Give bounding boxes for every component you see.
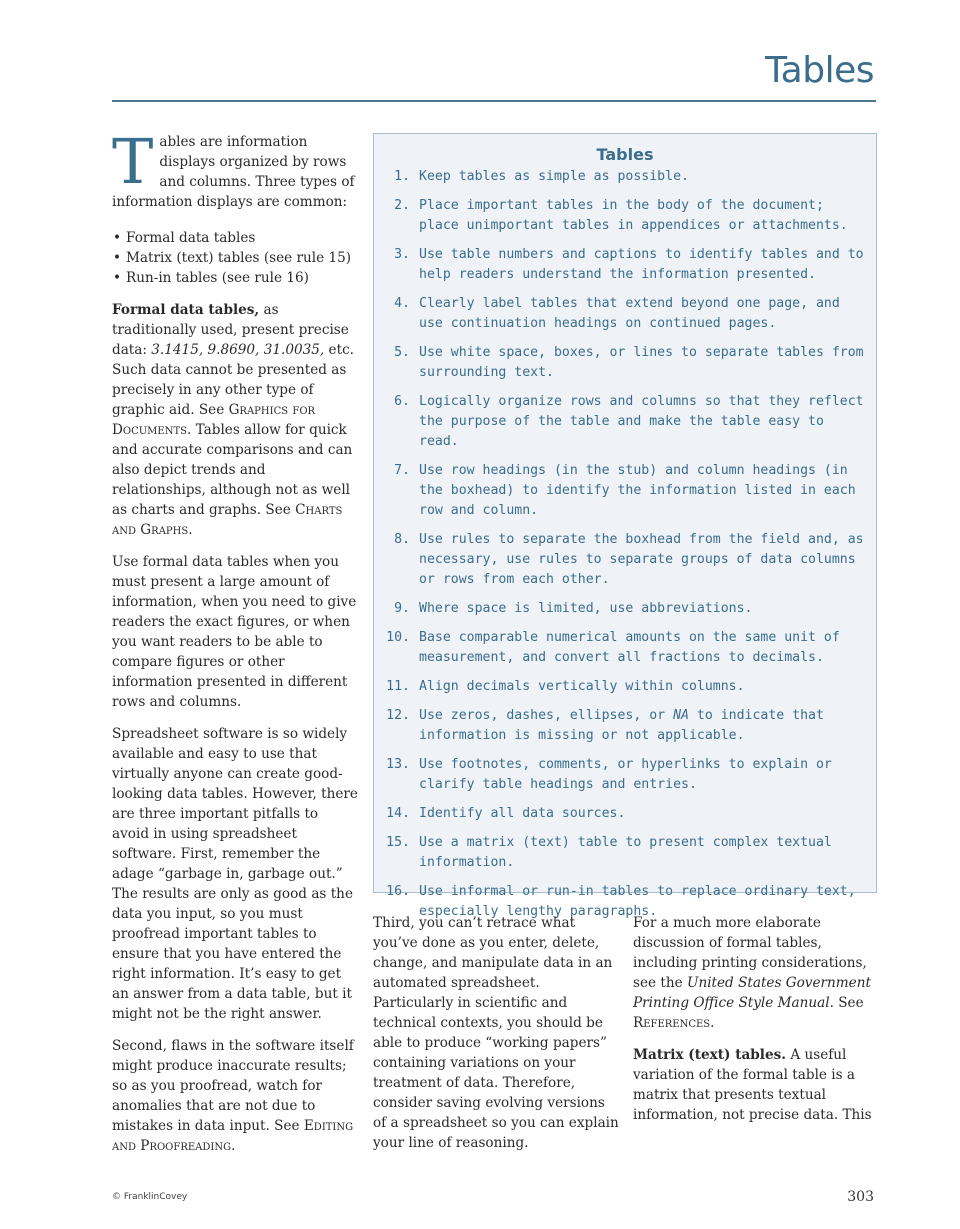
guidelines-heading: Tables [596,145,654,164]
rule-number: 5. [394,345,410,360]
second-paragraph [112,1036,358,1156]
list-item [374,833,866,873]
rule-number: 8. [394,532,410,547]
rule-text: Use zeros, dashes, ellipses, or [419,708,674,723]
rule-number: 12. [386,708,410,723]
page-number: 303 [847,1189,874,1205]
book-title: United States Government Printing Office Style Manual [633,975,871,1011]
copyright: © FranklinCovey [112,1192,188,1202]
cross-reference-editing: Editing and Proofreading [112,1118,354,1154]
rule-text: Use a matrix (text) table to present complex textual information. [419,835,832,870]
rule-text: Use row headings (in the stub) and column headings (in the boxhead) to identify the information listed in each row and column. [419,463,856,518]
rule-text: Use rules to separate the boxhead from the field and, as necessary, use rules to separate groups of data columns or rows from each other. [419,532,864,587]
rule-number: 3. [394,247,410,262]
rule-number: 16. [386,884,410,899]
list-item: • Formal data tables [112,228,358,248]
list-item: • Run-in tables (see rule 16) [112,268,358,288]
second-end: . [231,1138,236,1154]
list-item [374,804,866,824]
list-item [374,392,866,452]
formal-text-4: . [188,522,193,538]
title-rule [112,100,876,102]
formal-text-2: etc. Such data cannot be presented as precisely in any other type of graphic aid. See [112,342,354,418]
list-item [374,343,866,383]
rule-text: Base comparable numerical amounts on the same unit of measurement, and convert all fractions to decimals. [419,630,840,665]
matrix-text: A useful variation of the formal table is a matrix that presents textual information, not precise data. This [633,1047,872,1123]
rule-text: Keep tables as simple as possible. [419,169,689,184]
third-paragraph: Third, you can’t retrace what you’ve done as you enter, delete, change, and manipulate data in an automated spreadsheet. Particularly in scientific and technical contexts, you should be able to produce “working papers” containing variations on your treatment of data. Therefore, consider saving evolving versions of a spreadsheet so you can explain your line of reasoning. [373,915,619,1151]
cross-reference-charts: Charts and Graphs [112,502,343,538]
use-paragraph: Use formal data tables when you must present a large amount of information, when you need to give readers the exact figures, or when you want readers to be able to compare figures or other information presented in different rows and columns. [112,554,357,710]
middle-column [373,913,621,1165]
rule-text: Place important tables in the body of the document; place unimportant tables in appendices or attachments. [419,198,848,233]
elaborate-paragraph [633,913,873,1033]
rule-number: 11. [386,679,410,694]
formal-tables-lead: Formal data tables, [112,302,260,318]
list-item [374,294,866,334]
matrix-paragraph [633,1045,873,1125]
formal-text-1: as traditionally used, present precise data: [112,302,349,358]
rule-number: 10. [386,630,410,645]
rule-number: 1. [394,169,410,184]
rule-number: 13. [386,757,410,772]
rule-emphasis: NA [673,708,689,723]
rule-number: 4. [394,296,410,311]
formal-text-3: . Tables allow for quick and accurate comparisons and can also depict trends and relationships, although not as well as charts and graphs. See [112,422,353,518]
left-column [112,125,358,1168]
rule-number: 9. [394,601,410,616]
list-item [374,196,866,236]
list-item [374,245,866,285]
rule-number: 7. [394,463,410,478]
guidelines-box [373,133,877,919]
rule-number: 6. [394,394,410,409]
rule-text: Use table numbers and captions to identify tables and to help readers understand the information presented. [419,247,864,282]
elaborate-text: For a much more elaborate discussion of formal tables, including printing considerations, see the [633,915,867,991]
formal-tables-paragraph [112,300,358,540]
rule-number: 14. [386,806,410,821]
rule-text: Clearly label tables that extend beyond one page, and use continuation headings on continued pages. [419,296,840,331]
rule-text: Use white space, boxes, or lines to separate tables from surrounding text. [419,345,864,380]
rule-number: 15. [386,835,410,850]
cross-reference-references: References [633,1015,711,1031]
rule-text: Identify all data sources. [419,806,626,821]
list-item [374,706,866,746]
elaborate-text-2: . See [829,995,864,1011]
intro-paragraph [112,125,358,212]
cross-reference-graphics: Graphics for Documents [112,402,316,438]
list-item [374,461,866,521]
list-item: • Matrix (text) tables (see rule 15) [112,248,358,268]
list-item [374,530,866,590]
drop-cap: T [112,125,154,198]
rule-text: Logically organize rows and columns so that they reflect the purpose of the table and make the table easy to read. [419,394,864,449]
list-item [374,755,866,795]
rule-text: Use footnotes, comments, or hyperlinks to explain or clarify table headings and entries. [419,757,832,792]
matrix-lead: Matrix (text) tables. [633,1047,786,1063]
intro-text: ables are information displays organized by rows and columns. Three types of information displays are common: [112,134,355,210]
rule-number: 2. [394,198,410,213]
elaborate-end: . [710,1015,715,1031]
formal-examples: 3.1415, 9.8690, 31.0035, [151,342,325,358]
list-item [374,167,866,187]
right-column [633,913,873,1137]
list-item [374,677,866,697]
list-item [374,628,866,668]
rule-text: Use informal or run-in tables to replace ordinary text, especially lengthy paragraphs. [419,884,856,919]
table-types-list [112,228,358,288]
page-title: Tables [765,50,874,91]
second-text: Second, flaws in the software itself might produce inaccurate results; so as you proofread, watch for anomalies that are not due to mistakes in data input. See [112,1038,354,1134]
rule-text: Where space is limited, use abbreviations. [419,601,753,616]
rule-text: Align decimals vertically within columns. [419,679,745,694]
spreadsheet-paragraph: Spreadsheet software is so widely available and easy to use that virtually anyone can create good-looking data tables. However, there are three important pitfalls to avoid in using spreadsheet software. First, remember the adage “garbage in, garbage out.” The results are only as good as the data you input, so you must proofread important tables to ensure that you have entered the right information. It’s easy to get an answer from a data table, but it might not be the right answer. [112,726,358,1022]
list-item [374,599,866,619]
rule-text: to indicate that information is missing or not applicable. [419,708,824,743]
guidelines-list [374,167,876,922]
